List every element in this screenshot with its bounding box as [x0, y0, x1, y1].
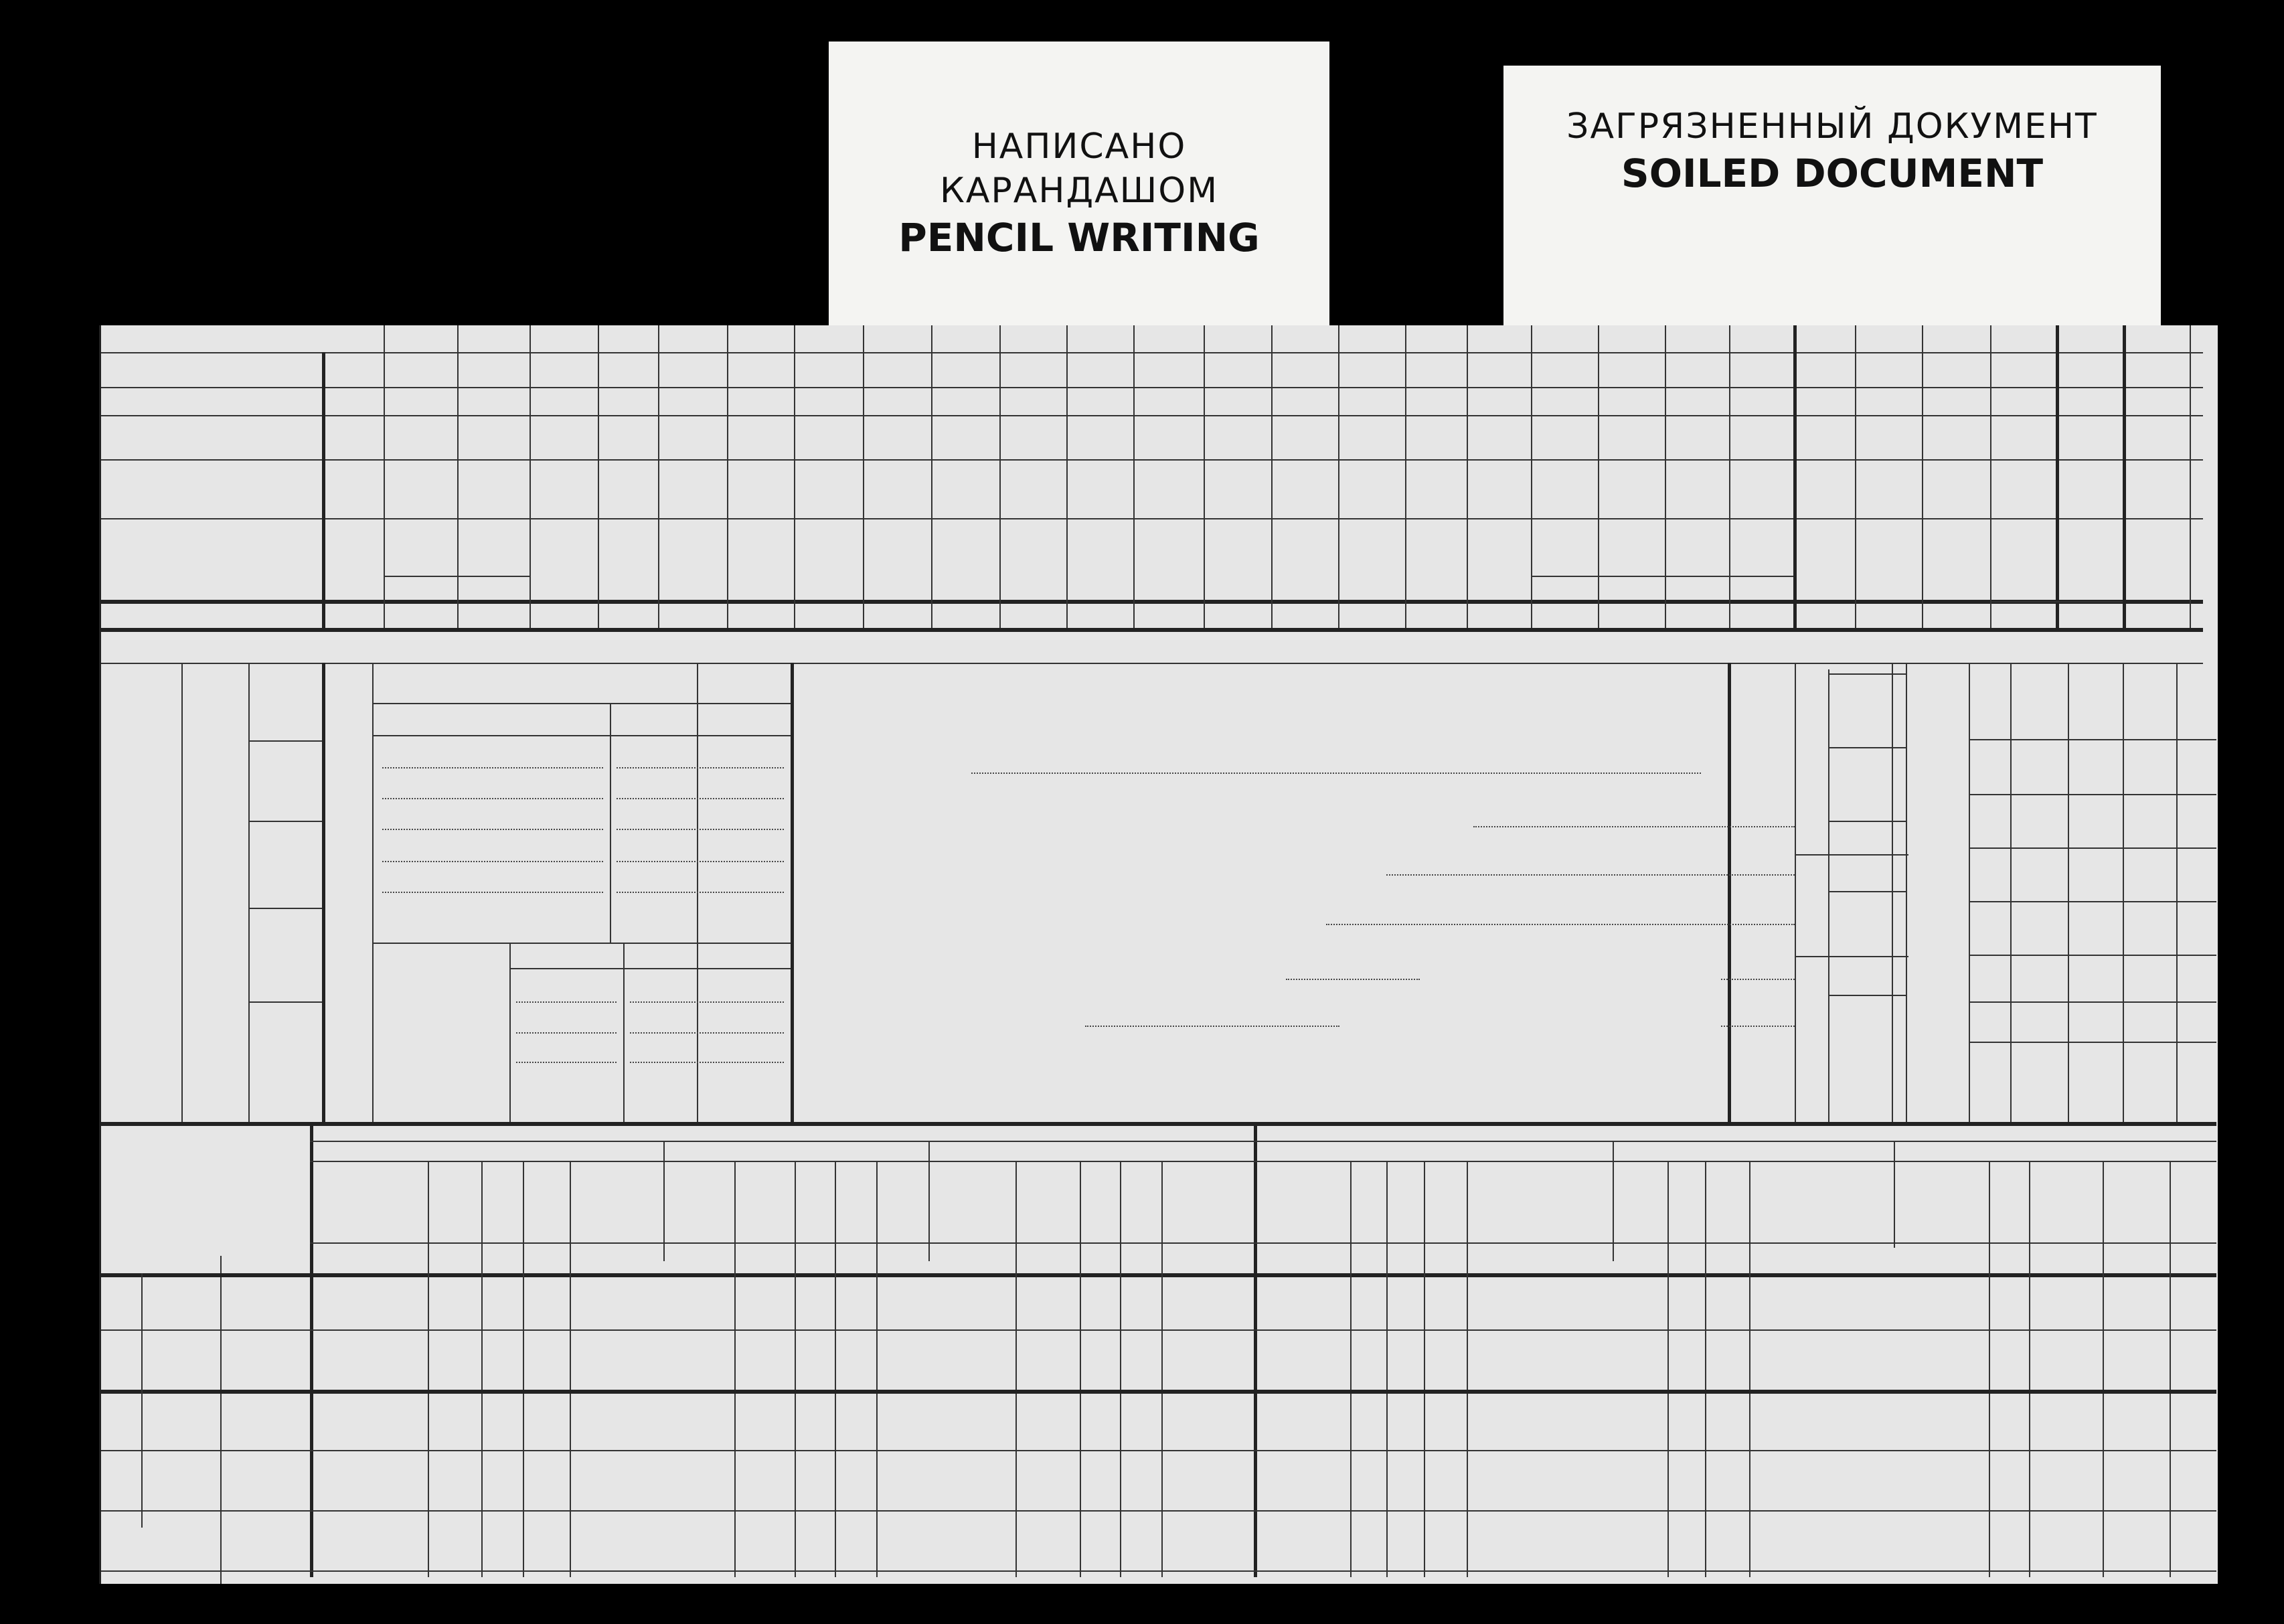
dotted-fill-line [1085, 1026, 1339, 1027]
rule-line [101, 600, 2203, 604]
rule-line [248, 1001, 322, 1003]
pencil-ru-line2: КАРАНДАШОМ [939, 171, 1219, 211]
rule-line [1015, 1161, 1017, 1577]
rule-line [457, 325, 459, 628]
rule-line [101, 1329, 2216, 1331]
rule-line [2010, 663, 2012, 1122]
soiled-ru: ЗАГРЯЗНЕННЫЙ ДОКУМЕНТ [1566, 106, 2098, 147]
rule-line [384, 576, 529, 577]
rule-line [220, 1256, 222, 1584]
rule-line [509, 968, 791, 969]
rule-line [310, 1141, 2216, 1142]
rule-line [1665, 325, 1666, 628]
rule-line [658, 325, 659, 628]
rule-line [101, 1450, 2216, 1451]
dotted-fill-line [971, 773, 1701, 774]
rule-line [999, 325, 1001, 628]
dotted-fill-line [617, 861, 784, 862]
rule-line [101, 1390, 2216, 1394]
rule-line [101, 628, 2203, 632]
pencil-writing-card [829, 42, 1329, 344]
rule-line [1795, 956, 1908, 957]
rule-line [1795, 854, 1908, 856]
rule-line [101, 1273, 2216, 1277]
dotted-fill-line [630, 1001, 784, 1003]
dotted-fill-line [1721, 1026, 1795, 1027]
rule-line [2123, 325, 2126, 628]
rule-line [101, 415, 2203, 416]
rule-line [248, 740, 322, 742]
rule-line [1405, 325, 1406, 628]
rule-line [570, 1161, 571, 1577]
soiled-document-card [1503, 66, 2161, 332]
rule-line [1080, 1161, 1081, 1577]
rule-line [876, 1161, 878, 1577]
rule-line [1705, 1161, 1706, 1577]
rule-line [1969, 901, 2216, 902]
rule-line [1120, 1161, 1121, 1577]
rule-line [734, 1161, 736, 1577]
rule-line [529, 325, 531, 628]
rule-line [1828, 995, 1906, 996]
rule-line [101, 387, 2203, 388]
rule-line [509, 943, 511, 1122]
rule-line [248, 821, 322, 822]
rule-line [1828, 747, 1906, 748]
rule-line [1271, 325, 1273, 628]
rule-line [1793, 325, 1797, 628]
rule-line [481, 1161, 483, 1577]
dotted-fill-line [1473, 826, 1795, 827]
rule-line [523, 1161, 524, 1577]
rule-line [1467, 1161, 1468, 1577]
rule-line [2190, 325, 2191, 628]
rule-line [1969, 847, 2216, 849]
dotted-fill-line [630, 1032, 784, 1034]
rule-line [1350, 1161, 1352, 1577]
dotted-fill-line [382, 767, 603, 768]
rule-line [2056, 325, 2059, 628]
rule-line [101, 352, 2203, 353]
rule-line [1990, 325, 1991, 628]
rule-line [863, 325, 864, 628]
dotted-fill-line [382, 861, 603, 862]
rule-line [1828, 891, 1906, 892]
rule-line [2103, 1161, 2104, 1577]
dotted-fill-line [617, 892, 784, 893]
rule-line [428, 1161, 429, 1577]
rule-line [248, 663, 250, 1122]
pencil-ru-line1: НАПИСАНО [971, 127, 1187, 167]
rule-line [1598, 325, 1599, 628]
rule-line [1894, 1141, 1895, 1248]
rule-line [1969, 1042, 2216, 1043]
rule-line [1795, 663, 1796, 1122]
rule-line [101, 663, 2203, 664]
rule-line [2068, 663, 2069, 1122]
dotted-fill-line [382, 892, 603, 893]
rule-line [101, 1510, 2216, 1512]
rule-line [1828, 669, 1829, 1122]
rule-line [310, 1242, 2216, 1244]
rule-line [1969, 739, 2216, 740]
rule-line [101, 1122, 2216, 1126]
rule-line [598, 325, 599, 628]
dotted-fill-line [382, 798, 603, 799]
rule-line [1969, 955, 2216, 956]
rule-line [372, 735, 791, 736]
rule-line [310, 1122, 313, 1577]
rule-line [1969, 663, 1970, 1122]
rule-line [1892, 663, 1893, 1122]
soiled-en: SOILED DOCUMENT [1621, 151, 2044, 196]
rule-line [1906, 663, 1907, 1122]
rule-line [610, 703, 611, 943]
rule-line [1386, 1161, 1388, 1577]
rule-line [1066, 325, 1068, 628]
rule-line [1828, 821, 1906, 822]
rule-line [1338, 325, 1339, 628]
rule-line [1424, 1161, 1425, 1577]
dotted-fill-line [1326, 924, 1795, 925]
rule-line [931, 325, 932, 628]
dotted-fill-line [1721, 979, 1795, 980]
rule-line [1467, 325, 1468, 628]
dotted-fill-line [1286, 979, 1420, 980]
rule-line [101, 1570, 2216, 1572]
dotted-fill-line [516, 1062, 617, 1063]
rule-line [1728, 663, 1731, 1122]
rule-line [795, 1161, 796, 1577]
rule-line [1855, 325, 1856, 628]
rule-line [372, 703, 791, 704]
dotted-fill-line [630, 1062, 784, 1063]
rule-line [101, 459, 2203, 461]
rule-line [1531, 576, 1793, 577]
rule-line [623, 943, 625, 1122]
rule-line [791, 663, 794, 1122]
rule-line [1204, 325, 1205, 628]
rule-line [1922, 325, 1923, 628]
census-sheet [99, 325, 2218, 1584]
rule-line [1161, 1161, 1163, 1577]
rule-line [1969, 1001, 2216, 1003]
rule-line [1969, 794, 2216, 795]
rule-line [1531, 325, 1532, 628]
rule-line [372, 663, 374, 1122]
rule-line [1989, 1161, 1990, 1577]
rule-line [1990, 601, 2123, 602]
pencil-en: PENCIL WRITING [898, 215, 1260, 260]
rule-line [372, 943, 791, 944]
dotted-fill-line [617, 767, 784, 768]
dotted-fill-line [617, 829, 784, 830]
rule-line [1667, 1161, 1669, 1577]
dotted-fill-line [382, 829, 603, 830]
rule-line [248, 908, 322, 909]
rule-line [1828, 673, 1906, 675]
rule-line [181, 663, 183, 1122]
rule-line [1729, 325, 1730, 628]
rule-line [2170, 1161, 2171, 1577]
rule-line [1133, 325, 1135, 628]
rule-line [2029, 1161, 2030, 1577]
rule-line [310, 1161, 2216, 1162]
dotted-fill-line [516, 1032, 617, 1034]
rule-line [322, 663, 325, 1122]
dotted-fill-line [617, 798, 784, 799]
rule-line [322, 352, 325, 628]
rule-line [1749, 1161, 1750, 1577]
rule-line [141, 1273, 143, 1528]
dotted-fill-line [516, 1001, 617, 1003]
rule-line [101, 518, 2203, 519]
rule-line [835, 1161, 836, 1577]
rule-line [727, 325, 728, 628]
rule-line [794, 325, 795, 628]
rule-line [1254, 1122, 1257, 1577]
rule-line [2176, 663, 2178, 1122]
rule-line [384, 325, 385, 628]
rule-line [2123, 663, 2124, 1122]
dotted-fill-line [1386, 874, 1795, 876]
